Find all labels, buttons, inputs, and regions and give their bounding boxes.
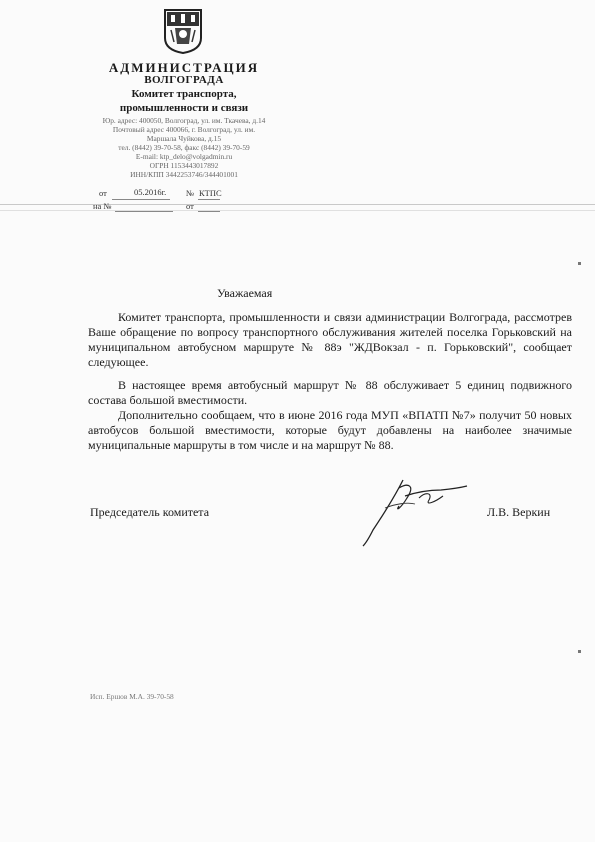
committee-name-line1: Комитет транспорта,	[131, 88, 237, 100]
date-underline	[112, 199, 170, 200]
executor-info: Исп. Ершов М.А. 39-70-58	[90, 692, 174, 701]
greeting: Уважаемая	[217, 286, 273, 300]
coat-of-arms-icon	[163, 8, 203, 54]
body-paragraph-1: Комитет транспорта, промышленности и связи администрации Волгограда, рассмотрев Ваше обращение по вопросу транспортного обслуживания жителей поселка Горьковский на муниципальном автобусном маршруте № 88э "ЖДВокзал - п. Горьковский", сообщает следующее.	[88, 310, 572, 369]
number-underline	[198, 199, 220, 200]
signatory-name: Л.В. Веркин	[487, 505, 551, 519]
body-paragraph-3: Дополнительно сообщаем, что в июне 2016 года МУП «ВПАТП №7» получит 50 новых автобусов большой вместимости, которые будут добавлены на наиболее значимые муниципальные маршруты в том числе и на маршрут № 88.	[88, 408, 572, 452]
organization-name: АДМИНИСТРАЦИЯ	[108, 60, 260, 75]
scan-mark	[578, 262, 581, 265]
handwritten-signature	[355, 468, 470, 548]
reply-number-label: на №	[93, 201, 112, 211]
scan-line	[0, 210, 595, 211]
reply-from-underline	[198, 211, 220, 212]
scan-line	[0, 204, 595, 205]
scan-mark	[578, 650, 581, 653]
reply-number-underline	[115, 211, 173, 212]
signatory-title: Председатель комитета	[90, 505, 210, 519]
reply-from-label: от	[186, 201, 194, 211]
number-label: №	[186, 188, 195, 198]
legal-address: Юр. адрес: 400050, Волгоград, ул. им. Ткачева, д.14	[102, 116, 266, 125]
inn-kpp: ИНН/КПП 3442253746/344401001	[130, 170, 238, 179]
phone-fax: тел. (8442) 39-70-58, факс (8442) 39-70-59	[118, 143, 250, 152]
document-number: КТПС	[199, 188, 222, 198]
city-name: ВОЛГОГРАДА	[144, 74, 224, 86]
document-date: 05.2016г.	[134, 187, 167, 197]
date-label: от	[99, 188, 107, 198]
postal-address-line2: Маршала Чуйкова, д.15	[146, 134, 222, 143]
committee-name-line2: промышленности и связи	[119, 102, 249, 114]
ogrn: ОГРН 1153443017892	[149, 161, 219, 170]
body-paragraph-2: В настоящее время автобусный маршрут № 88 обслуживает 5 единиц подвижного состава большой вместимости.	[88, 378, 572, 407]
postal-address-line1: Почтовый адрес 400066, г. Волгоград, ул. им.	[112, 125, 256, 134]
email-address: E-mail: ktp_delo@volgadmin.ru	[135, 152, 233, 161]
